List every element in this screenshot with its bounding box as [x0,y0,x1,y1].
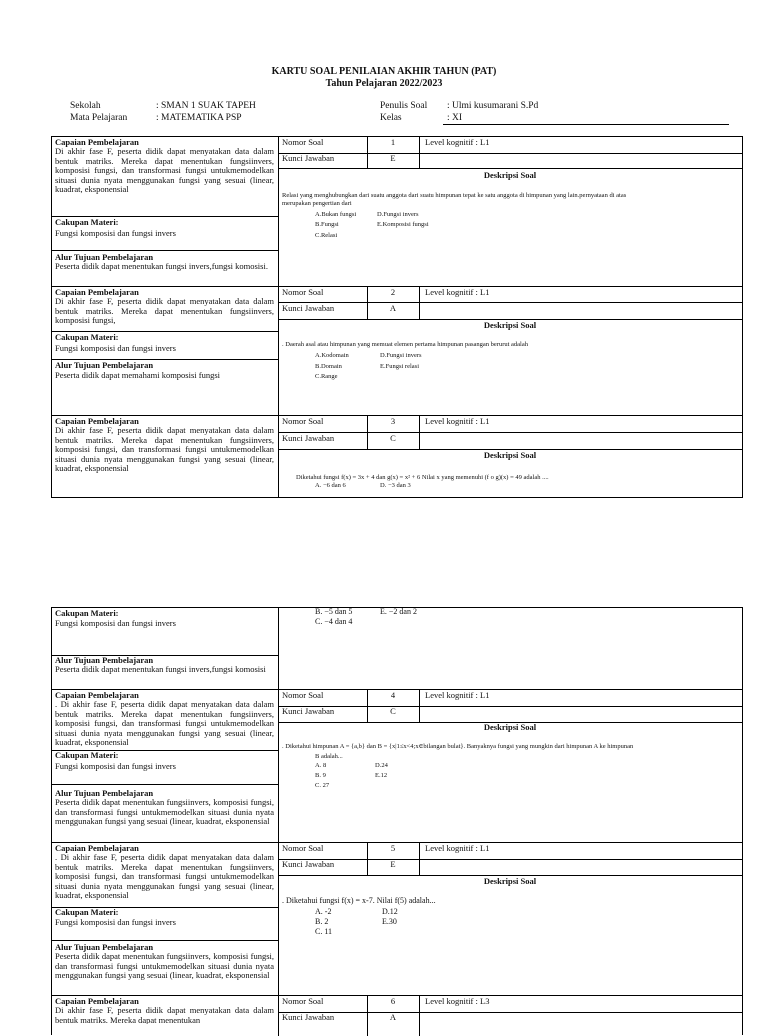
capaian-heading: Capaian Pembelajaran [55,287,139,297]
capaian-heading: Capaian Pembelajaran [55,996,139,1006]
deskripsi-heading: Deskripsi Soal [483,722,537,732]
kunci-value: E [390,153,396,163]
capaian-heading: Capaian Pembelajaran [55,843,139,853]
option-a: A. -2 [315,907,332,916]
cakupan-text: Fungsi komposisi dan fungsi invers [55,761,176,771]
sekolah-label: Sekolah [70,101,101,111]
kelas-label: Kelas [380,113,402,123]
capaian-text: Di akhir fase F, peserta didik dapat menyatakan data dalam bentuk matriks. Mereka dapat menentukan fungsiinvers, komposisi fungsi, [55,297,274,326]
nomor-label: Nomor Soal [282,843,324,853]
question-text: Diketahui fungsi f(x) = 3x + 4 dan g(x) = x² + 6 Nilai x yang memenuhi (f o g)(x) = 49 adalah .... [296,474,549,481]
option-c: C. −4 dan 4 [315,617,353,626]
kunci-label: Kunci Jawaban [282,706,335,716]
kelas-value: : XI [447,113,463,123]
alur-heading: Alur Tujuan Pembelajaran [55,942,154,952]
capaian-text: Di akhir fase F, peserta didik dapat menyatakan data dalam bentuk matriks. Mereka dapat menentukan fungsiinvers, komposisi fungsi, dan transformasi fungsi untukmemodelkan situasi dunia nyata menggunakan fungsi yang sesuai (linear, kuadrat, eksponensial [55,426,274,474]
alur-text: Peserta didik dapat menentukan fungsiinvers, komposisi fungsi, dan transformasi fungsi untukmemodelkan situasi dunia nyata menggunakan fungsi yang sesuai (linear, kuadrat, eksponensial [55,952,274,981]
question-text: . Daerah asal atau himpunan yang memuat elemen pertama himpunan pasangan berurut adalah [282,341,529,348]
cakupan-text: Fungsi komposisi dan fungsi invers [55,917,176,927]
option-e: E.12 [375,772,388,779]
option-d: D.Fungsi invers [377,211,419,218]
level-kognitif: Level kognitif : L1 [425,843,490,853]
document-title: KARTU SOAL PENILAIAN AKHIR TAHUN (PAT) [271,66,497,77]
cakupan-heading: Cakupan Materi: [55,217,119,227]
document-subtitle: Tahun Pelajaran 2022/2023 [325,78,443,89]
penulis-label: Penulis Soal [380,101,428,111]
option-d: D.12 [382,907,398,916]
nomor-label: Nomor Soal [282,287,324,297]
option-e: E.Fungsi relasi [380,363,419,370]
capaian-text: . Di akhir fase F, peserta didik dapat menyatakan data dalam bentuk matriks. Mereka dapat menentukan fungsiinvers, komposisi fungsi, dan transformasi fungsi untukmemodelkan situasi dunia nyata menggunakan fungsi yang sesuai (linear, kuadrat, eksponensial [55,700,274,748]
deskripsi-heading: Deskripsi Soal [483,320,537,330]
option-c: C.Range [315,373,338,380]
capaian-text: . Di akhir fase F, peserta didik dapat menyatakan data dalam bentuk matriks. Mereka dapat menentukan fungsiinvers, komposisi fungsi, dan transformasi fungsi untukmemodelkan situasi dunia nyata menggunakan fungsi yang sesuai (linear, kuadrat, eksponensial [55,853,274,901]
kelas-underline [443,124,729,125]
alur-heading: Alur Tujuan Pembelajaran [55,655,154,665]
kunci-value: C [390,433,396,443]
alur-heading: Alur Tujuan Pembelajaran [55,252,154,262]
option-b: B.Domain [315,363,342,370]
deskripsi-heading: Deskripsi Soal [483,876,537,886]
kunci-value: A [389,1012,397,1022]
deskripsi-heading: Deskripsi Soal [483,450,537,460]
kunci-value: C [390,706,396,716]
alur-text: Peserta didik dapat menentukan fungsiinvers, komposisi fungsi, dan transformasi fungsi untukmemodelkan situasi dunia nyata menggunakan fungsi yang sesuai (linear, kuadrat, eksponensial [55,798,274,827]
option-a: A.Kodomain [315,352,349,359]
nomor-value: 1 [390,137,396,147]
level-kognitif: Level kognitif : L1 [425,137,490,147]
cakupan-heading: Cakupan Materi: [55,332,119,342]
penulis-value: : Ulmi kusumarani S.Pd [447,101,539,111]
kunci-label: Kunci Jawaban [282,1012,335,1022]
page-1 [0,0,768,510]
cakupan-heading: Cakupan Materi: [55,750,119,760]
nomor-value: 5 [390,843,396,853]
question-text-cont: merupakan pengertian dari [282,200,352,207]
capaian-text: Di akhir fase F, peserta didik dapat menyatakan data dalam bentuk matriks. Mereka dapat menentukan fungsiinvers, komposisi fungsi, dan transformasi fungsi untukmemodelkan situasi dunia nyata menggunakan fungsi yang sesuai (linear, kuadrat, eksponensial [55,147,274,195]
capaian-heading: Capaian Pembelajaran [55,690,139,700]
level-kognitif: Level kognitif : L1 [425,690,490,700]
nomor-value: 4 [390,690,396,700]
option-c: C.Relasi [315,232,338,239]
nomor-value: 6 [390,996,396,1006]
level-kognitif: Level kognitif : L3 [425,996,490,1006]
cakupan-heading: Cakupan Materi: [55,608,119,618]
option-e: E.Komposisi fungsi [377,221,429,228]
option-d: D. −3 dan 3 [380,482,411,489]
option-a: A. −6 dan 6 [315,482,346,489]
option-c: C. 11 [315,927,333,936]
capaian-heading: Capaian Pembelajaran [55,137,139,147]
option-b: B. −5 dan 5 [315,607,353,616]
alur-heading: Alur Tujuan Pembelajaran [55,360,154,370]
option-d: D.24 [375,762,388,769]
question-text: Relasi yang menghubungkan dari suatu anggota dari suatu himpunan tepat ke satu anggota di himpunan yang lain.pernyataan di atas [282,192,627,199]
alur-text: Peserta didik dapat menentukan fungsi invers,fungsi komosisi [55,664,266,674]
option-a: A. 8 [315,762,327,769]
option-a: A.Bukan fungsi [315,211,357,218]
page-gap [0,510,768,596]
alur-heading: Alur Tujuan Pembelajaran [55,788,154,798]
alur-text: Peserta didik dapat memahami komposisi fungsi [55,370,221,380]
page-2 [0,596,768,1024]
level-kognitif: Level kognitif : L1 [425,287,490,297]
nomor-label: Nomor Soal [282,137,324,147]
capaian-text: Di akhir fase F, peserta didik dapat menyatakan data dalam bentuk matriks. Mereka dapat menentukan [55,1006,274,1024]
nomor-value: 3 [390,416,396,426]
question-text: . Diketahui fungsi f(x) = x-7. Nilai f(5) adalah... [282,896,436,905]
nomor-label: Nomor Soal [282,690,324,700]
nomor-value: 2 [390,287,396,297]
nomor-label: Nomor Soal [282,996,324,1006]
mapel-value: : MATEMATIKA PSP [156,113,242,123]
cakupan-text: Fungsi komposisi dan fungsi invers [55,343,176,353]
deskripsi-heading: Deskripsi Soal [483,170,537,180]
cakupan-heading: Cakupan Materi: [55,907,119,917]
option-b: B.Fungsi [315,221,339,228]
kunci-value: A [389,303,397,313]
option-b: B. 9 [315,772,326,779]
level-kognitif: Level kognitif : L1 [425,416,490,426]
option-b: B. 2 [315,917,329,926]
cakupan-text: Fungsi komposisi dan fungsi invers [55,618,176,628]
kunci-label: Kunci Jawaban [282,433,335,443]
option-c: C. 27 [315,782,330,789]
option-e: E. −2 dan 2 [380,607,417,616]
nomor-label: Nomor Soal [282,416,324,426]
kunci-label: Kunci Jawaban [282,153,335,163]
sekolah-value: : SMAN 1 SUAK TAPEH [156,101,256,111]
alur-text: Peserta didik dapat menentukan fungsi invers,fungsi komosisi. [55,261,268,271]
kunci-label: Kunci Jawaban [282,859,335,869]
kunci-label: Kunci Jawaban [282,303,335,313]
option-d: D.Fungsi invers [380,352,422,359]
mapel-label: Mata Pelajaran [70,113,128,123]
cakupan-text: Fungsi komposisi dan fungsi invers [55,228,176,238]
question-text-cont: B adalah... [315,753,343,760]
question-text: . Diketahui himpunan A = {a,b} dan B = {x|1≤x<4;x∈bilangan bulat}. Banyaknya fungsi yang mungkin dari himpunan A ke himpunan [282,743,634,750]
kunci-value: E [390,859,396,869]
capaian-heading: Capaian Pembelajaran [55,416,139,426]
option-e: E.30 [382,917,397,926]
